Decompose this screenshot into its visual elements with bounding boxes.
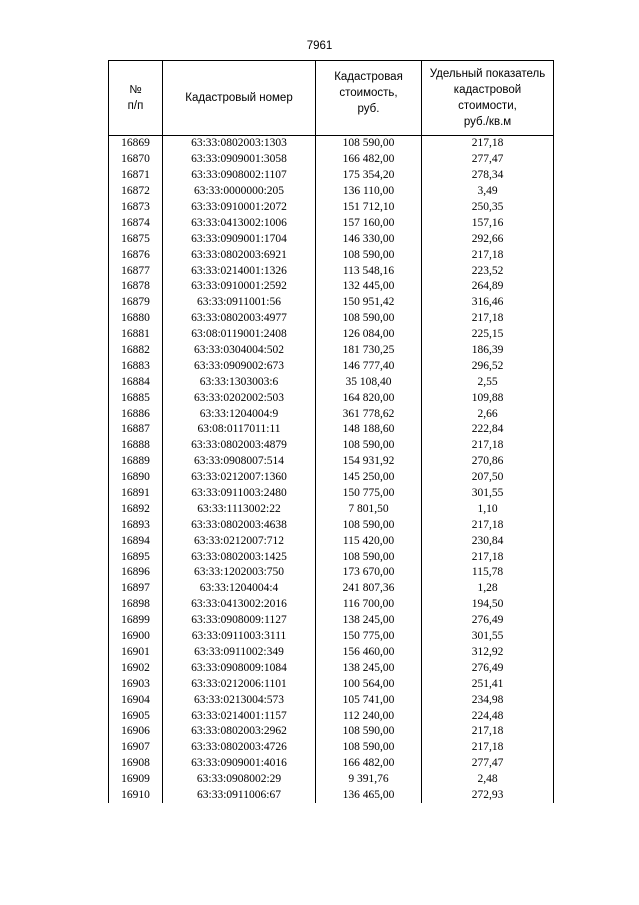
cadastral-number-cell: 63:33:0000000:205 — [163, 184, 316, 200]
cadastral-number-cell: 63:33:1202003:750 — [163, 565, 316, 581]
cadastral-number-cell: 63:33:0910001:2592 — [163, 279, 316, 295]
table-row — [109, 327, 554, 343]
row-number-cell: 16895 — [109, 549, 163, 565]
cadastral-value-cell: 115 420,00 — [316, 533, 422, 549]
cadastral-value-cell: 105 741,00 — [316, 692, 422, 708]
specific-value-cell: 217,18 — [422, 247, 554, 263]
cadastral-value-cell: 9 391,76 — [316, 772, 422, 788]
cadastral-value-table — [108, 60, 554, 803]
row-number-cell: 16883 — [109, 358, 163, 374]
row-number-cell: 16900 — [109, 629, 163, 645]
specific-value-cell: 301,55 — [422, 629, 554, 645]
cadastral-number-cell: 63:33:0802003:2962 — [163, 724, 316, 740]
header-row-number-symbol: № — [129, 84, 142, 96]
specific-value-cell: 292,66 — [422, 231, 554, 247]
table-row — [109, 597, 554, 613]
cadastral-value-cell: 108 590,00 — [316, 438, 422, 454]
specific-value-cell: 234,98 — [422, 692, 554, 708]
header-row — [109, 61, 554, 136]
cadastral-value-cell: 113 548,16 — [316, 263, 422, 279]
cadastral-number-cell: 63:33:0909001:1704 — [163, 231, 316, 247]
table-row — [109, 406, 554, 422]
row-number-cell: 16906 — [109, 724, 163, 740]
cadastral-value-cell: 145 250,00 — [316, 470, 422, 486]
row-number-cell: 16899 — [109, 613, 163, 629]
specific-value-cell: 230,84 — [422, 533, 554, 549]
cadastral-value-cell: 35 108,40 — [316, 374, 422, 390]
row-number-cell: 16891 — [109, 486, 163, 502]
table-row — [109, 581, 554, 597]
cadastral-number-cell: 63:33:0802003:4977 — [163, 311, 316, 327]
table-row — [109, 311, 554, 327]
header-row-number-abbr: п/п — [127, 100, 144, 112]
specific-value-cell: 1,28 — [422, 581, 554, 597]
header-specific-value-line1: Удельный показатель — [429, 68, 546, 80]
row-number-cell: 16894 — [109, 533, 163, 549]
cadastral-number-cell: 63:08:0117011:11 — [163, 422, 316, 438]
cadastral-number-cell: 63:33:1204004:4 — [163, 581, 316, 597]
cadastral-number-cell: 63:33:0908002:1107 — [163, 168, 316, 184]
specific-value-cell: 3,49 — [422, 184, 554, 200]
specific-value-cell: 312,92 — [422, 645, 554, 661]
page-number: 7961 — [306, 40, 333, 52]
header-row-number — [109, 61, 163, 136]
row-number-cell: 16909 — [109, 772, 163, 788]
specific-value-cell: 222,84 — [422, 422, 554, 438]
table-row — [109, 533, 554, 549]
row-number-cell: 16872 — [109, 184, 163, 200]
row-number-cell: 16878 — [109, 279, 163, 295]
header-cadastral-value — [316, 61, 422, 136]
cadastral-value-cell: 132 445,00 — [316, 279, 422, 295]
row-number-cell: 16910 — [109, 788, 163, 804]
specific-value-cell: 277,47 — [422, 152, 554, 168]
specific-value-cell: 157,16 — [422, 215, 554, 231]
cadastral-value-cell: 146 777,40 — [316, 358, 422, 374]
specific-value-cell: 296,52 — [422, 358, 554, 374]
row-number-cell: 16880 — [109, 311, 163, 327]
cadastral-number-cell: 63:33:0802003:1303 — [163, 136, 316, 152]
cadastral-value-cell: 112 240,00 — [316, 708, 422, 724]
specific-value-cell: 217,18 — [422, 438, 554, 454]
cadastral-number-cell: 63:33:0910001:2072 — [163, 200, 316, 216]
specific-value-cell: 207,50 — [422, 470, 554, 486]
header-specific-value-line3: стоимости, — [458, 100, 517, 112]
row-number-cell: 16893 — [109, 517, 163, 533]
row-number-cell: 16874 — [109, 215, 163, 231]
row-number-cell: 16908 — [109, 756, 163, 772]
cadastral-number-cell: 63:33:0212007:1360 — [163, 470, 316, 486]
cadastral-number-cell: 63:33:0911006:67 — [163, 788, 316, 804]
cadastral-value-cell: 116 700,00 — [316, 597, 422, 613]
table-row — [109, 247, 554, 263]
specific-value-cell: 277,47 — [422, 756, 554, 772]
cadastral-number-cell: 63:33:0908009:1127 — [163, 613, 316, 629]
cadastral-value-cell: 157 160,00 — [316, 215, 422, 231]
cadastral-number-cell: 63:33:1113002:22 — [163, 501, 316, 517]
table-row — [109, 740, 554, 756]
cadastral-number-cell: 63:33:0212007:712 — [163, 533, 316, 549]
row-number-cell: 16897 — [109, 581, 163, 597]
cadastral-number-cell: 63:33:0911001:56 — [163, 295, 316, 311]
cadastral-value-cell: 108 590,00 — [316, 517, 422, 533]
row-number-cell: 16888 — [109, 438, 163, 454]
specific-value-cell: 2,48 — [422, 772, 554, 788]
table-row — [109, 422, 554, 438]
specific-value-cell: 270,86 — [422, 454, 554, 470]
table-row — [109, 470, 554, 486]
header-specific-value-line2: кадастровой — [453, 84, 522, 96]
cadastral-value-cell: 150 775,00 — [316, 629, 422, 645]
cadastral-number-cell: 63:33:0909002:673 — [163, 358, 316, 374]
cadastral-number-cell: 63:08:0119001:2408 — [163, 327, 316, 343]
row-number-cell: 16881 — [109, 327, 163, 343]
cadastral-value-cell: 136 465,00 — [316, 788, 422, 804]
cadastral-value-cell: 108 590,00 — [316, 136, 422, 152]
row-number-cell: 16885 — [109, 390, 163, 406]
table-row — [109, 676, 554, 692]
row-number-cell: 16876 — [109, 247, 163, 263]
cadastral-number-cell: 63:33:0911003:3111 — [163, 629, 316, 645]
cadastral-value-cell: 126 084,00 — [316, 327, 422, 343]
specific-value-cell: 217,18 — [422, 517, 554, 533]
cadastral-number-cell: 63:33:1204004:9 — [163, 406, 316, 422]
row-number-cell: 16892 — [109, 501, 163, 517]
table-row — [109, 374, 554, 390]
table-row — [109, 152, 554, 168]
row-number-cell: 16904 — [109, 692, 163, 708]
table-header — [109, 61, 554, 136]
specific-value-cell: 194,50 — [422, 597, 554, 613]
specific-value-cell: 301,55 — [422, 486, 554, 502]
row-number-cell: 16905 — [109, 708, 163, 724]
specific-value-cell: 223,52 — [422, 263, 554, 279]
cadastral-number-cell: 63:33:0213004:573 — [163, 692, 316, 708]
row-number-cell: 16887 — [109, 422, 163, 438]
cadastral-value-cell: 156 460,00 — [316, 645, 422, 661]
row-number-cell: 16884 — [109, 374, 163, 390]
row-number-cell: 16869 — [109, 136, 163, 152]
specific-value-cell: 2,66 — [422, 406, 554, 422]
cadastral-value-cell: 138 245,00 — [316, 660, 422, 676]
table-row — [109, 517, 554, 533]
specific-value-cell: 264,89 — [422, 279, 554, 295]
table-row — [109, 136, 554, 152]
specific-value-cell: 224,48 — [422, 708, 554, 724]
cadastral-number-cell: 63:33:0802003:4638 — [163, 517, 316, 533]
row-number-cell: 16907 — [109, 740, 163, 756]
row-number-cell: 16889 — [109, 454, 163, 470]
cadastral-number-cell: 63:33:0802003:1425 — [163, 549, 316, 565]
table-row — [109, 438, 554, 454]
cadastral-value-cell: 108 590,00 — [316, 311, 422, 327]
cadastral-number-cell: 63:33:0413002:1006 — [163, 215, 316, 231]
specific-value-cell: 186,39 — [422, 343, 554, 359]
table-row — [109, 756, 554, 772]
table-row — [109, 613, 554, 629]
table-row — [109, 629, 554, 645]
cadastral-number-cell: 63:33:0802003:4879 — [163, 438, 316, 454]
specific-value-cell: 217,18 — [422, 724, 554, 740]
cadastral-value-cell: 148 188,60 — [316, 422, 422, 438]
cadastral-number-cell: 63:33:0908009:1084 — [163, 660, 316, 676]
specific-value-cell: 109,88 — [422, 390, 554, 406]
header-specific-value — [422, 61, 554, 136]
row-number-cell: 16879 — [109, 295, 163, 311]
row-number-cell: 16903 — [109, 676, 163, 692]
cadastral-value-cell: 146 330,00 — [316, 231, 422, 247]
header-cadastral-value-line2: стоимость, — [339, 87, 398, 99]
cadastral-value-cell: 136 110,00 — [316, 184, 422, 200]
table-row — [109, 788, 554, 804]
cadastral-value-cell: 108 590,00 — [316, 740, 422, 756]
table-row — [109, 660, 554, 676]
row-number-cell: 16890 — [109, 470, 163, 486]
row-number-cell: 16873 — [109, 200, 163, 216]
cadastral-number-cell: 63:33:0802003:6921 — [163, 247, 316, 263]
cadastral-number-cell: 63:33:0908002:29 — [163, 772, 316, 788]
specific-value-cell: 217,18 — [422, 136, 554, 152]
specific-value-cell: 276,49 — [422, 660, 554, 676]
specific-value-cell: 217,18 — [422, 549, 554, 565]
table-row — [109, 645, 554, 661]
header-cadastral-value-line3: руб. — [357, 103, 380, 115]
cadastral-number-cell: 63:33:0304004:502 — [163, 343, 316, 359]
table-row — [109, 358, 554, 374]
specific-value-cell: 217,18 — [422, 740, 554, 756]
table-row — [109, 565, 554, 581]
table-row — [109, 184, 554, 200]
cadastral-value-cell: 154 931,92 — [316, 454, 422, 470]
cadastral-number-cell: 63:33:0802003:4726 — [163, 740, 316, 756]
table-body — [109, 136, 554, 804]
specific-value-cell: 217,18 — [422, 311, 554, 327]
specific-value-cell: 2,55 — [422, 374, 554, 390]
specific-value-cell: 115,78 — [422, 565, 554, 581]
table-row — [109, 215, 554, 231]
specific-value-cell: 251,41 — [422, 676, 554, 692]
table-row — [109, 279, 554, 295]
table-row — [109, 343, 554, 359]
header-cadastral-number-label: Кадастровый номер — [185, 92, 293, 104]
cadastral-value-cell: 108 590,00 — [316, 549, 422, 565]
specific-value-cell: 1,10 — [422, 501, 554, 517]
table-row — [109, 454, 554, 470]
cadastral-value-cell: 150 951,42 — [316, 295, 422, 311]
cadastral-number-cell: 63:33:0908007:514 — [163, 454, 316, 470]
table-row — [109, 486, 554, 502]
specific-value-cell: 225,15 — [422, 327, 554, 343]
table-row — [109, 231, 554, 247]
header-cadastral-value-line1: Кадастровая — [334, 71, 403, 83]
cadastral-number-cell: 63:33:0909001:3058 — [163, 152, 316, 168]
table-row — [109, 263, 554, 279]
cadastral-value-cell: 138 245,00 — [316, 613, 422, 629]
cadastral-number-cell: 63:33:0911002:349 — [163, 645, 316, 661]
cadastral-number-cell: 63:33:0413002:2016 — [163, 597, 316, 613]
row-number-cell: 16886 — [109, 406, 163, 422]
table-row — [109, 772, 554, 788]
table-row — [109, 708, 554, 724]
row-number-cell: 16898 — [109, 597, 163, 613]
cadastral-value-cell: 173 670,00 — [316, 565, 422, 581]
specific-value-cell: 250,35 — [422, 200, 554, 216]
row-number-cell: 16875 — [109, 231, 163, 247]
row-number-cell: 16870 — [109, 152, 163, 168]
cadastral-number-cell: 63:33:0909001:4016 — [163, 756, 316, 772]
row-number-cell: 16902 — [109, 660, 163, 676]
cadastral-value-cell: 166 482,00 — [316, 756, 422, 772]
specific-value-cell: 272,93 — [422, 788, 554, 804]
row-number-cell: 16901 — [109, 645, 163, 661]
cadastral-value-cell: 7 801,50 — [316, 501, 422, 517]
row-number-cell: 16877 — [109, 263, 163, 279]
row-number-cell: 16882 — [109, 343, 163, 359]
table-row — [109, 200, 554, 216]
cadastral-value-cell: 175 354,20 — [316, 168, 422, 184]
table-row — [109, 501, 554, 517]
cadastral-value-cell: 164 820,00 — [316, 390, 422, 406]
cadastral-value-cell: 241 807,36 — [316, 581, 422, 597]
row-number-cell: 16896 — [109, 565, 163, 581]
table-row — [109, 549, 554, 565]
cadastral-number-cell: 63:33:0911003:2480 — [163, 486, 316, 502]
cadastral-value-cell: 181 730,25 — [316, 343, 422, 359]
cadastral-value-cell: 108 590,00 — [316, 247, 422, 263]
cadastral-number-cell: 63:33:1303003:6 — [163, 374, 316, 390]
table-row — [109, 390, 554, 406]
cadastral-number-cell: 63:33:0202002:503 — [163, 390, 316, 406]
specific-value-cell: 276,49 — [422, 613, 554, 629]
cadastral-value-cell: 150 775,00 — [316, 486, 422, 502]
header-specific-value-line4: руб./кв.м — [463, 116, 512, 128]
cadastral-number-cell: 63:33:0212006:1101 — [163, 676, 316, 692]
specific-value-cell: 316,46 — [422, 295, 554, 311]
table-row — [109, 692, 554, 708]
cadastral-number-cell: 63:33:0214001:1157 — [163, 708, 316, 724]
table-row — [109, 295, 554, 311]
cadastral-number-cell: 63:33:0214001:1326 — [163, 263, 316, 279]
row-number-cell: 16871 — [109, 168, 163, 184]
cadastral-value-cell: 166 482,00 — [316, 152, 422, 168]
table-row — [109, 724, 554, 740]
table-row — [109, 168, 554, 184]
cadastral-value-cell: 151 712,10 — [316, 200, 422, 216]
cadastral-value-cell: 361 778,62 — [316, 406, 422, 422]
header-cadastral-number — [163, 61, 316, 136]
cadastral-value-cell: 100 564,00 — [316, 676, 422, 692]
specific-value-cell: 278,34 — [422, 168, 554, 184]
cadastral-value-cell: 108 590,00 — [316, 724, 422, 740]
